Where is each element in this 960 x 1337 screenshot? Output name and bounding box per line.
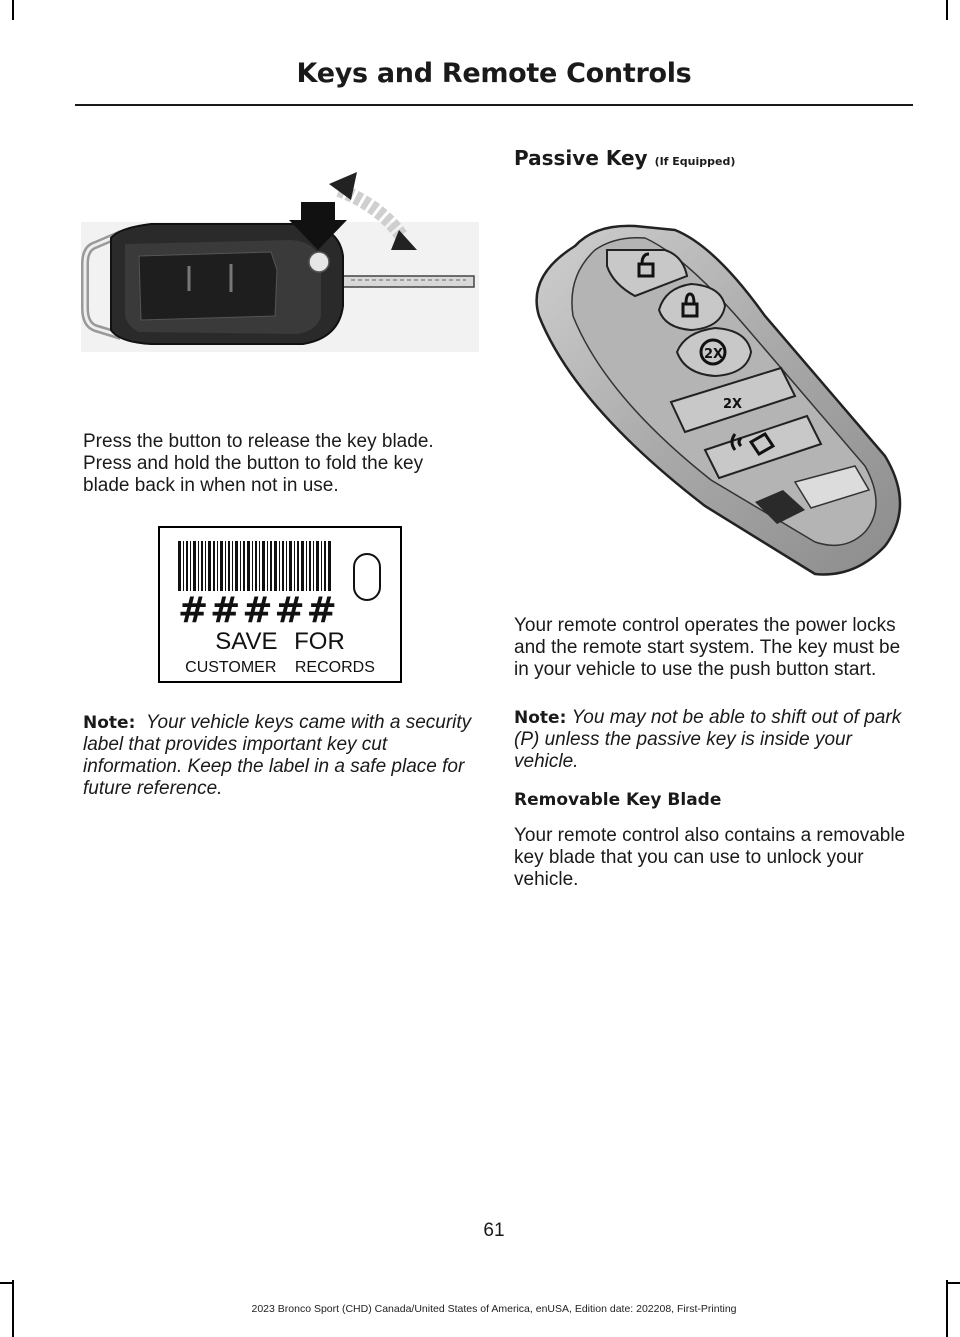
note-text-right: You may not be able to shift out of park (P) unless the passive key is inside your vehicle. xyxy=(514,707,902,772)
passive-key-fob-figure xyxy=(515,206,910,590)
passive-key-note xyxy=(514,707,910,773)
crop-mark-bottom-left-h xyxy=(0,1282,14,1284)
security-label-image xyxy=(158,526,402,683)
label-save-text: SAVE FOR xyxy=(215,628,345,655)
section-title-passive-key xyxy=(514,146,735,170)
section-title-text: Passive Key xyxy=(514,146,648,170)
note-label-right: Note: xyxy=(514,708,567,728)
passive-key-intro: Your remote control operates the power locks and the remote start system. The key must be in your vehicle to use the push button start. xyxy=(514,615,901,680)
key-code-placeholder: ##### xyxy=(178,590,339,631)
footer-edition: 2023 Bronco Sport (CHD) Canada/United States of America, enUSA, Edition date: 202208, First-Printing xyxy=(251,1303,737,1315)
removable-blade-text: Your remote control also contains a removable key blade that you can use to unlock your vehicle. xyxy=(514,825,906,890)
svg-text:2X: 2X xyxy=(704,347,724,362)
note-text: Your vehicle keys came with a security label that provides important key cut information. Keep the label in a safe place for future reference. xyxy=(83,712,472,799)
header-divider xyxy=(75,104,913,106)
fold-instructions: Press the button to release the key blade. Press and hold the button to fold the key blade back in when not in use. xyxy=(83,431,434,496)
security-note xyxy=(83,712,473,800)
svg-text:2X: 2X xyxy=(723,397,743,412)
page-number: 61 xyxy=(483,1220,505,1241)
crop-mark-bottom-right-h xyxy=(946,1282,960,1284)
note-label: Note: xyxy=(83,713,136,733)
crop-mark-top-left xyxy=(12,0,14,20)
barcode-icon xyxy=(178,541,332,591)
key-slot-shape xyxy=(353,553,381,601)
page-title: Keys and Remote Controls xyxy=(296,58,692,89)
section-qualifier: (If Equipped) xyxy=(654,155,736,168)
flip-key-figure xyxy=(81,166,479,352)
crop-mark-top-right xyxy=(946,0,948,20)
subhead-removable-key-blade: Removable Key Blade xyxy=(514,790,722,810)
label-customer-text: CUSTOMER RECORDS xyxy=(185,659,375,676)
